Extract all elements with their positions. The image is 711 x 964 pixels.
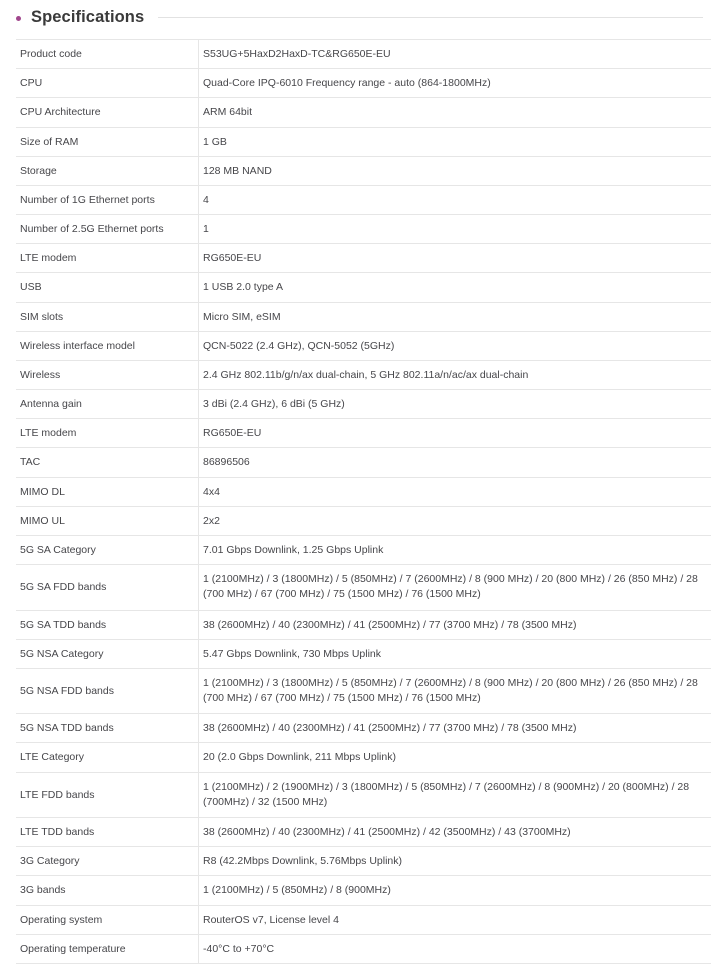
spec-key: Operating system [16, 905, 199, 934]
spec-key: 5G NSA TDD bands [16, 714, 199, 743]
table-row [16, 639, 711, 668]
table-row [16, 302, 711, 331]
spec-key: LTE modem [16, 419, 199, 448]
table-row [16, 876, 711, 905]
spec-value: 1 (2100MHz) / 2 (1900MHz) / 3 (1800MHz) / 5 (850MHz) / 7 (2600MHz) / 8 (900MHz) / 20 (800MHz) / 28 (700MHz) / 32 (1500 MHz) [199, 772, 711, 817]
spec-value: 38 (2600MHz) / 40 (2300MHz) / 41 (2500MHz) / 77 (3700 MHz) / 78 (3500 MHz) [199, 610, 711, 639]
spec-value: 5.47 Gbps Downlink, 730 Mbps Uplink [199, 639, 711, 668]
table-row [16, 610, 711, 639]
spec-value: QCN-5022 (2.4 GHz), QCN-5052 (5GHz) [199, 331, 711, 360]
table-row [16, 156, 711, 185]
spec-key: SIM slots [16, 302, 199, 331]
table-row [16, 847, 711, 876]
spec-key: LTE modem [16, 244, 199, 273]
spec-value: 1 GB [199, 127, 711, 156]
spec-value: 20 (2.0 Gbps Downlink, 211 Mbps Uplink) [199, 743, 711, 772]
bullet-icon [16, 16, 21, 21]
table-row [16, 668, 711, 713]
spec-value: 1 USB 2.0 type A [199, 273, 711, 302]
table-row [16, 535, 711, 564]
spec-value: 4x4 [199, 477, 711, 506]
spec-key: 5G SA Category [16, 535, 199, 564]
spec-key: Size of RAM [16, 127, 199, 156]
table-row [16, 448, 711, 477]
table-row [16, 69, 711, 98]
spec-key: LTE FDD bands [16, 772, 199, 817]
table-row [16, 331, 711, 360]
spec-value: 1 (2100MHz) / 5 (850MHz) / 8 (900MHz) [199, 876, 711, 905]
spec-value: -40°C to +70°C [199, 934, 711, 963]
spec-value: 7.01 Gbps Downlink, 1.25 Gbps Uplink [199, 535, 711, 564]
spec-key: MIMO UL [16, 506, 199, 535]
spec-value: 1 (2100MHz) / 3 (1800MHz) / 5 (850MHz) / 7 (2600MHz) / 8 (900 MHz) / 20 (800 MHz) / 26 (850 MHz) / 28 (700 MHz) / 67 (700 MHz) / 75 (1500 MHz) / 76 (1500 MHz) [199, 565, 711, 610]
table-row [16, 127, 711, 156]
spec-value: ARM 64bit [199, 98, 711, 127]
spec-key: Antenna gain [16, 390, 199, 419]
spec-value: RG650E-EU [199, 419, 711, 448]
spec-value: 1 [199, 215, 711, 244]
spec-key: MIMO DL [16, 477, 199, 506]
spec-value: Quad-Core IPQ-6010 Frequency range - auto (864-1800MHz) [199, 69, 711, 98]
table-row [16, 215, 711, 244]
table-row [16, 244, 711, 273]
page-title: Specifications [31, 8, 144, 27]
spec-value: S53UG+5HaxD2HaxD-TC&RG650E-EU [199, 40, 711, 69]
spec-key: 5G NSA Category [16, 639, 199, 668]
spec-key: Product code [16, 40, 199, 69]
table-row [16, 743, 711, 772]
spec-key: LTE TDD bands [16, 818, 199, 847]
spec-value: R8 (42.2Mbps Downlink, 5.76Mbps Uplink) [199, 847, 711, 876]
spec-key: Wireless [16, 360, 199, 389]
table-row [16, 934, 711, 963]
spec-key: Storage [16, 156, 199, 185]
spec-value: Micro SIM, eSIM [199, 302, 711, 331]
spec-value: 3 dBi (2.4 GHz), 6 dBi (5 GHz) [199, 390, 711, 419]
spec-value: 128 MB NAND [199, 156, 711, 185]
spec-key: CPU Architecture [16, 98, 199, 127]
section-header [0, 0, 711, 33]
spec-key: Number of 2.5G Ethernet ports [16, 215, 199, 244]
table-row [16, 390, 711, 419]
spec-value: 2.4 GHz 802.11b/g/n/ax dual-chain, 5 GHz 802.11a/n/ac/ax dual-chain [199, 360, 711, 389]
table-row [16, 40, 711, 69]
spec-value: 38 (2600MHz) / 40 (2300MHz) / 41 (2500MHz) / 77 (3700 MHz) / 78 (3500 MHz) [199, 714, 711, 743]
spec-key: 3G bands [16, 876, 199, 905]
spec-key: Operating temperature [16, 934, 199, 963]
spec-value: 1 (2100MHz) / 3 (1800MHz) / 5 (850MHz) / 7 (2600MHz) / 8 (900 MHz) / 20 (800 MHz) / 26 (850 MHz) / 28 (700 MHz) / 67 (700 MHz) / 75 (1500 MHz) / 76 (1500 MHz) [199, 668, 711, 713]
spec-value: 38 (2600MHz) / 40 (2300MHz) / 41 (2500MHz) / 42 (3500MHz) / 43 (3700MHz) [199, 818, 711, 847]
spec-key: TAC [16, 448, 199, 477]
table-row [16, 905, 711, 934]
spec-key: 5G NSA FDD bands [16, 668, 199, 713]
table-row [16, 98, 711, 127]
spec-key: 3G Category [16, 847, 199, 876]
table-row [16, 273, 711, 302]
table-row [16, 360, 711, 389]
table-row [16, 565, 711, 610]
table-row [16, 818, 711, 847]
specifications-table [16, 39, 711, 964]
spec-value: 4 [199, 185, 711, 214]
table-row [16, 185, 711, 214]
table-row [16, 419, 711, 448]
spec-key: USB [16, 273, 199, 302]
spec-key: LTE Category [16, 743, 199, 772]
header-divider [158, 17, 703, 18]
spec-value: RG650E-EU [199, 244, 711, 273]
table-row [16, 477, 711, 506]
spec-value: 2x2 [199, 506, 711, 535]
table-row [16, 506, 711, 535]
spec-key: Wireless interface model [16, 331, 199, 360]
spec-key: 5G SA TDD bands [16, 610, 199, 639]
spec-value: 86896506 [199, 448, 711, 477]
spec-key: Number of 1G Ethernet ports [16, 185, 199, 214]
spec-key: CPU [16, 69, 199, 98]
table-row [16, 772, 711, 817]
table-row [16, 714, 711, 743]
spec-key: 5G SA FDD bands [16, 565, 199, 610]
spec-value: RouterOS v7, License level 4 [199, 905, 711, 934]
table-body [16, 40, 711, 964]
